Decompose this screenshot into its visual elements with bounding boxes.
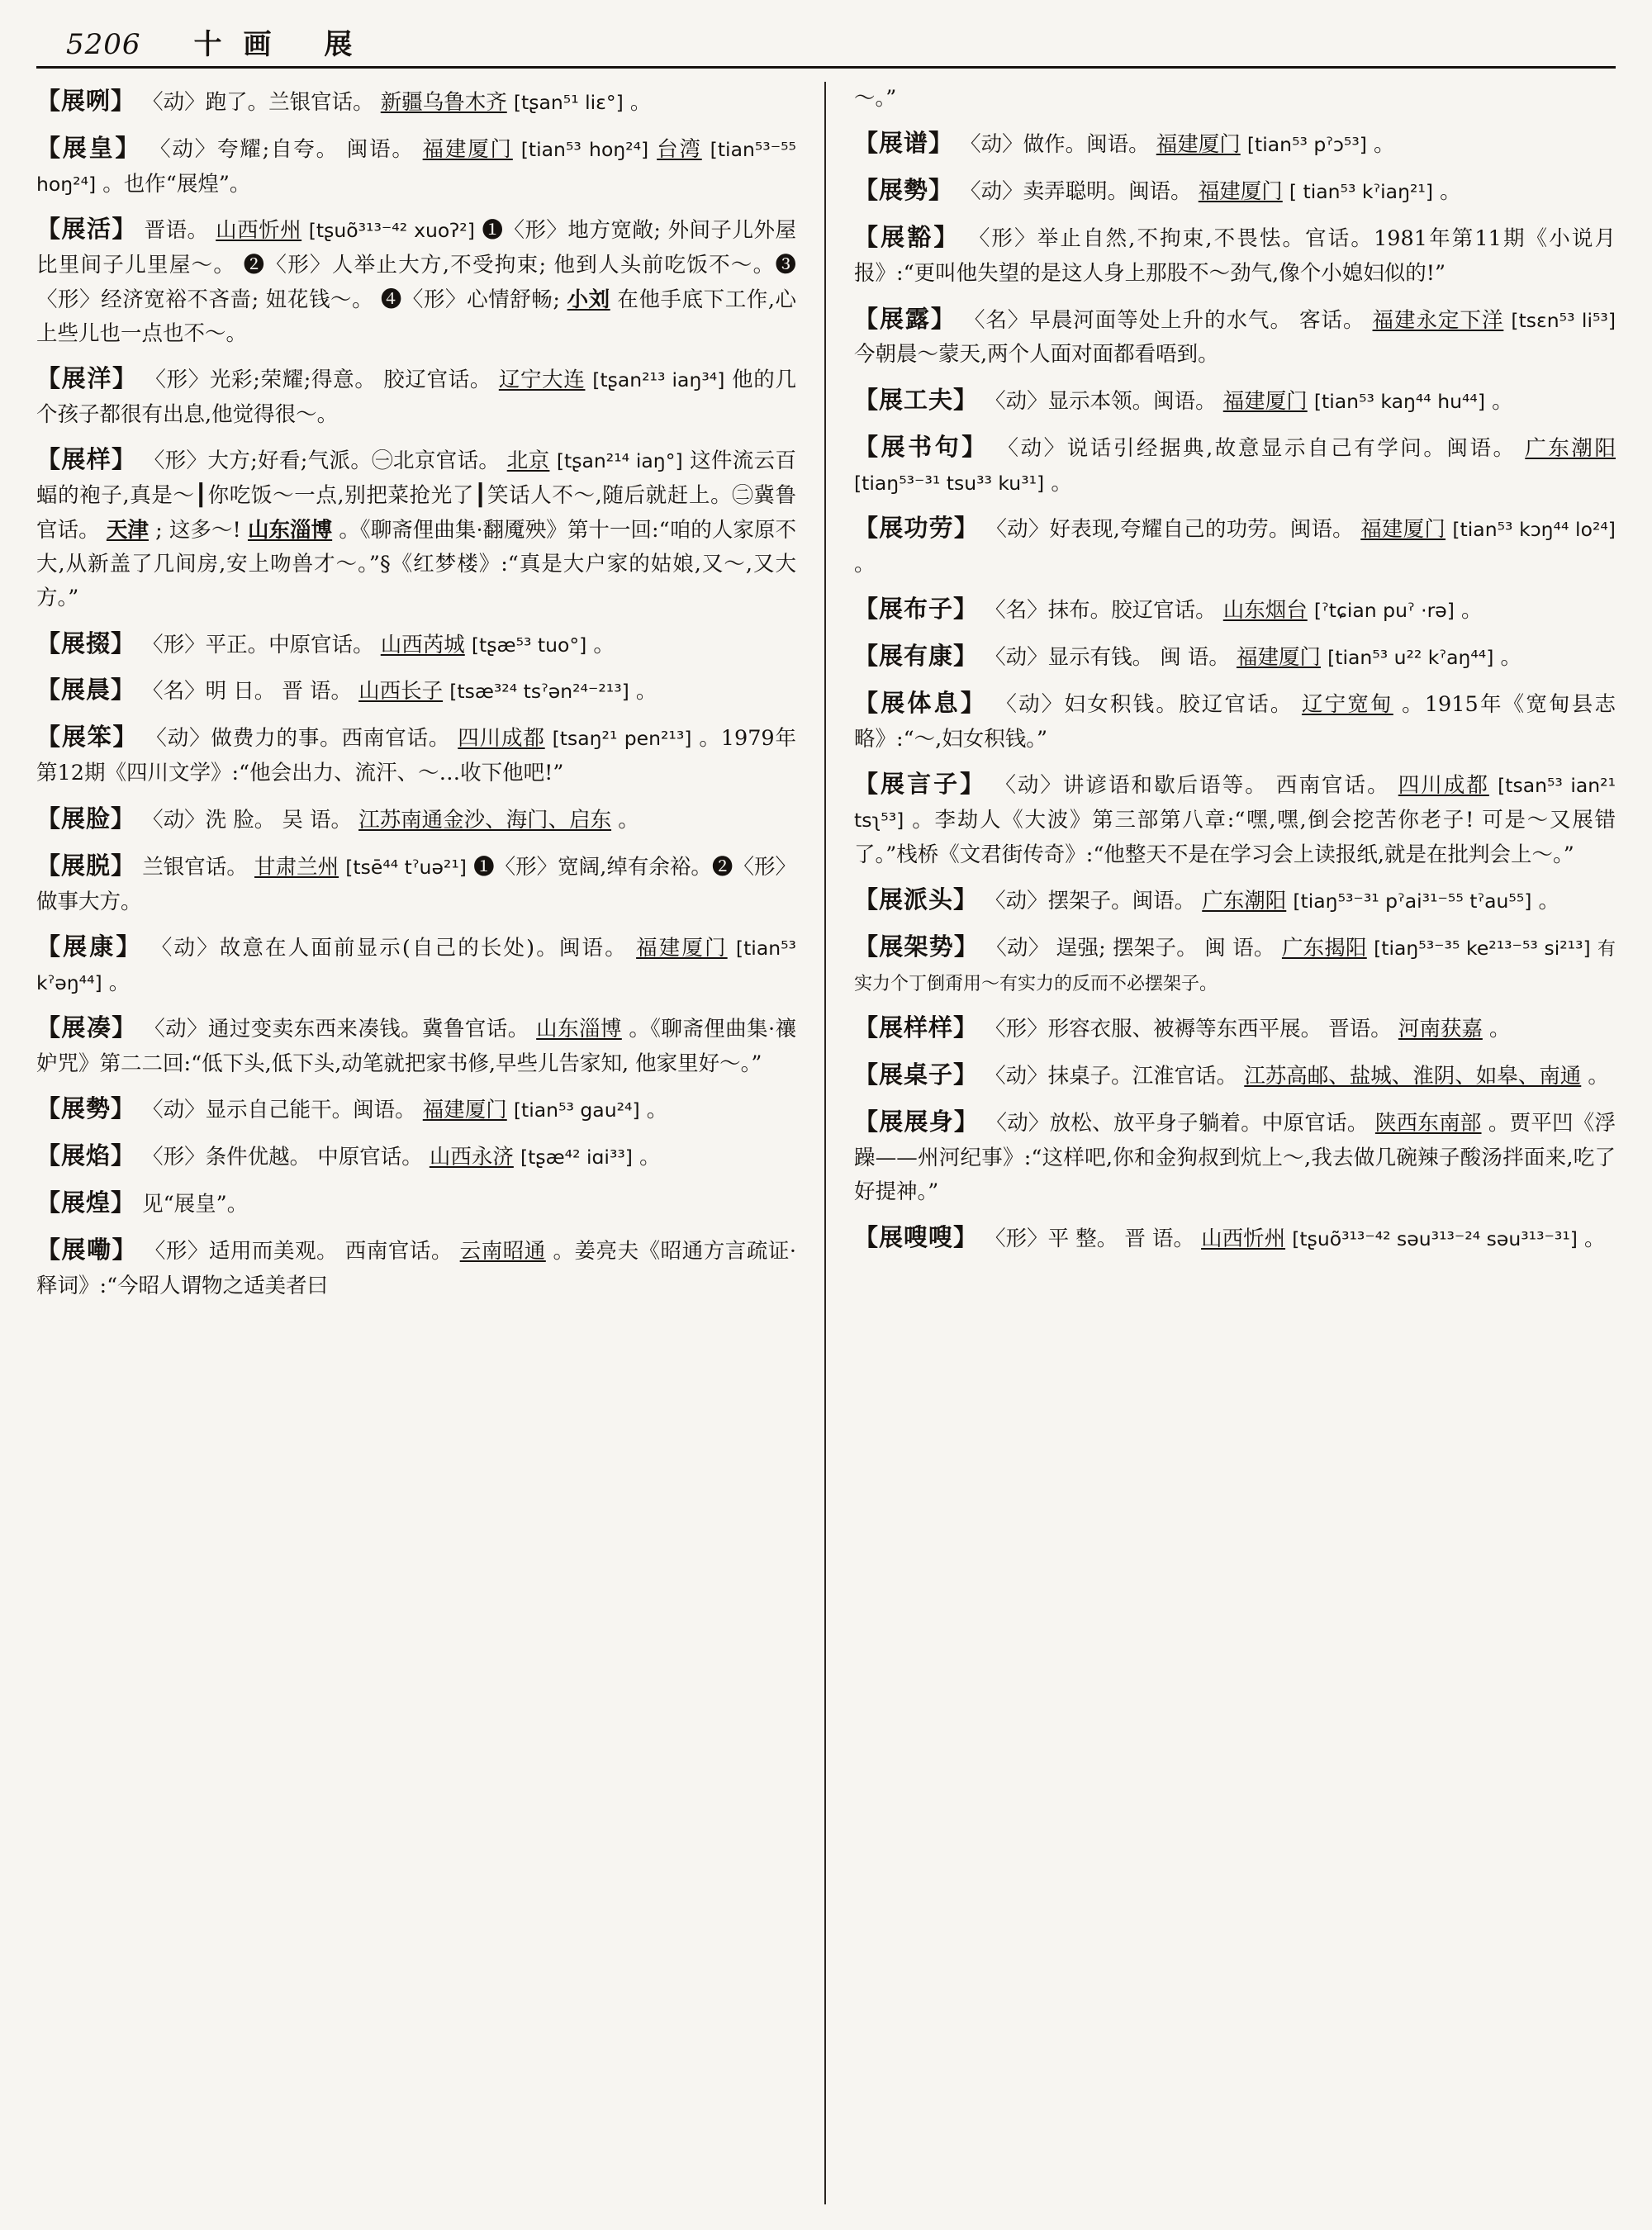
entry-locality: 福建厦门 xyxy=(1360,517,1446,542)
entry xyxy=(36,1231,796,1303)
entry xyxy=(36,1136,796,1175)
entry-tail: 。 xyxy=(646,1098,668,1123)
entry-pronunciation: [tsɛn⁵³ li⁵³] xyxy=(1511,308,1616,332)
entry-locality: 福建厦门 xyxy=(1222,388,1308,414)
entry-locality: 北京 xyxy=(506,448,550,474)
entry-definition: 〈形〉平正。中原官话。 xyxy=(142,632,374,657)
entry-tail: 。 xyxy=(1461,598,1483,624)
entry-locality: 山西长子 xyxy=(358,679,444,705)
entry-pronunciation: [ˀtɕian puˀ ·rə] xyxy=(1313,599,1455,623)
entry-headword: 【展桌子】 xyxy=(854,1060,979,1089)
entry-tail: 。贾平凹《浮躁——州河纪事》:“这样吧,你和金狗叔到炕上～,我去做几碗辣子酸汤拌面来,吃了好提神。” xyxy=(854,1111,1616,1205)
entry-locality: 四川成都 xyxy=(458,726,545,752)
entry-tail: 。 xyxy=(1374,132,1395,158)
entry-definition: 〈动〉夸耀;自夸。 闽语。 xyxy=(150,136,415,162)
entry xyxy=(36,1089,796,1128)
entry-definition: 晋语。 xyxy=(144,218,209,244)
entry xyxy=(36,1008,796,1081)
entry-headword: 【展样】 xyxy=(36,445,137,474)
entry-headword: 【展勢】 xyxy=(36,1094,136,1123)
entry-definition: 〈动〉说话引经据典,故意显示自己有学问。闽语。 xyxy=(997,435,1517,461)
entry-definition: 〈名〉早晨河面等处上升的水气。 客话。 xyxy=(963,307,1365,333)
entry xyxy=(854,880,1616,919)
entry-locality: 福建厦门 xyxy=(1156,132,1241,158)
entry-headword: 【展凑】 xyxy=(36,1013,137,1042)
entry xyxy=(854,218,1616,291)
entry-locality: 广东潮阳 xyxy=(1525,435,1616,461)
entry-tail: 。 xyxy=(593,632,615,657)
entry-pronunciation: [tsæ³²⁴ tsˀən²⁴⁻²¹³] xyxy=(449,680,629,704)
entry-locality: 山东淄博 xyxy=(536,1017,622,1042)
entry-pronunciation: [tiaŋ⁵³⁻³¹ tsu³³ ku³¹] xyxy=(854,471,1045,495)
entry-tail: 。 xyxy=(629,90,652,115)
entry-continuation xyxy=(854,82,1616,116)
entry-locality: 山西忻州 xyxy=(1201,1226,1286,1251)
entry-headword: 【展晨】 xyxy=(36,676,136,705)
entry-definition: 〈动〉故意在人面前显示(自己的长处)。闽语。 xyxy=(150,935,628,961)
entry-tail: 。 xyxy=(639,1145,661,1170)
entry-locality: 江苏南通金沙、海门、启东 xyxy=(358,807,612,833)
entry xyxy=(36,440,796,615)
entry-headword: 【展皇】 xyxy=(36,133,142,162)
entry-locality: 福建永定下洋 xyxy=(1372,307,1504,333)
entry-definition: 〈形〉平 整。 晋 语。 xyxy=(985,1226,1194,1251)
entry-locality: 陕西东南部 xyxy=(1374,1111,1482,1136)
entry-locality: 四川成都 xyxy=(1398,773,1489,799)
entry-headword: 【展脱】 xyxy=(36,851,136,880)
entry xyxy=(36,928,796,1000)
entry-definition: 〈动〉通过变卖东西来凑钱。冀鲁官话。 xyxy=(144,1017,529,1042)
entry-locality: 甘肃兰州 xyxy=(254,854,339,880)
entry-pronunciation: [tian⁵³ pˀɔ⁵³] xyxy=(1246,133,1367,157)
entry-locality-2: 台湾 xyxy=(657,136,702,162)
entry xyxy=(36,359,796,432)
entry-pronunciation: [tian⁵³ kˀəŋ⁴⁴] xyxy=(36,936,796,994)
entry-headword: 【展勢】 xyxy=(854,176,954,205)
entry-pronunciation: [tʂan⁵¹ liɛ°] xyxy=(513,91,624,114)
entry-tail: 这件流云百蝠的袍子,真是～┃你吃饭～一点,别把菜抢光了┃笑话人不～,随后就赶上。㊁冀鲁官话。 xyxy=(36,448,796,543)
entry-definition: 〈动〉 逞强; 摆架子。 闽 语。 xyxy=(985,936,1275,961)
entry-quote-source: 小刘 xyxy=(567,287,610,312)
entry-definition: 〈动〉洗 脸。 吴 语。 xyxy=(142,807,352,833)
entry-tail: 。李劫人《大波》第三部第八章:“嘿,嘿,倒会挖苦你老子! 可是～又展错了。”栈桥《文君街传奇》:“他整天不是在学习会上读报纸,就是在批判会上～。” xyxy=(854,808,1616,867)
entry-definition: 〈名〉明 日。 晋 语。 xyxy=(142,679,352,705)
entry-tail: 今朝晨～蒙天,两个人面对面都看唔到。 xyxy=(854,342,1219,368)
entry-headword: 【展书句】 xyxy=(854,432,989,461)
entry-headword: 【展派头】 xyxy=(854,885,979,914)
entry-definition: 〈动〉放松、放平身子躺着。中原官话。 xyxy=(985,1111,1369,1136)
entry xyxy=(854,300,1616,372)
entry xyxy=(854,684,1616,757)
entry xyxy=(854,124,1616,163)
entry-quote: 在他手底下工作,心上些儿也一点也不～。 xyxy=(36,287,796,346)
entry-pronunciation: [tsē⁴⁴ tˀuə²¹] xyxy=(345,855,467,879)
entry-definition: 〈动〉跑了。兰银官话。 xyxy=(142,90,374,115)
entry-definition: 〈动〉妇女积钱。胶辽官话。 xyxy=(995,692,1294,718)
entry-locality: 辽宁大连 xyxy=(498,368,586,393)
entry-definition: 〈形〉条件优越。 中原官话。 xyxy=(142,1145,423,1170)
entry xyxy=(854,171,1616,210)
entry-tail: 。 xyxy=(1500,645,1522,671)
entry-headword: 【展样样】 xyxy=(854,1013,979,1042)
entry-tail: 。 xyxy=(635,679,657,705)
entry-headword: 【展笨】 xyxy=(36,723,139,752)
entry-definition: 〈动〉做作。闽语。 xyxy=(960,132,1150,158)
entry xyxy=(36,718,796,790)
running-head xyxy=(36,21,1616,64)
entry xyxy=(854,1103,1616,1210)
entry xyxy=(36,671,796,709)
entry-definition: 〈动〉抹桌子。江淮官话。 xyxy=(985,1064,1238,1089)
page-columns xyxy=(36,82,1616,2204)
entry xyxy=(854,590,1616,629)
entry-locality: 福建厦门 xyxy=(422,1098,507,1123)
entry xyxy=(36,847,796,919)
entry-headword: 【展架势】 xyxy=(854,932,980,961)
entry-tail: 。 xyxy=(1488,1017,1511,1042)
entry-pronunciation: [ tian⁵³ kˀiaŋ²¹] xyxy=(1289,180,1433,204)
entry xyxy=(854,637,1616,676)
entry-tail-3: 。《聊斋俚曲集·翻魇殃》第十一回:“咱的人家原不大,从新盖了几间房,安上吻兽才～。”§《红梦楼》:“真是大户家的姑娘,又～,又大方。” xyxy=(36,517,796,611)
entry-definition: 〈形〉适用而美观。 西南官话。 xyxy=(144,1239,453,1264)
entry-headword: 【展康】 xyxy=(36,932,143,961)
entry-headword: 【展豁】 xyxy=(854,223,961,252)
entry-headword: 【展焰】 xyxy=(36,1141,136,1170)
entry-tail: 。1979年第12期《四川文学》:“他会出力、流汗、～…收下他吧!” xyxy=(36,726,797,786)
entry-definition: 〈形〉光彩;荣耀;得意。 胶辽官话。 xyxy=(145,368,492,393)
entry-headword: 【展有康】 xyxy=(854,642,979,671)
entry-headword: 【展嗖嗖】 xyxy=(854,1222,979,1251)
entry-headword: 【展工夫】 xyxy=(854,385,979,414)
entry-locality: 福建厦门 xyxy=(1236,645,1321,671)
entry-headword: 【展展身】 xyxy=(854,1108,980,1136)
entry-definition: ～。” xyxy=(854,86,897,111)
entry-headword: 【展体息】 xyxy=(854,689,988,718)
entry xyxy=(36,129,796,202)
entry-definition: 〈动〉摆架子。闽语。 xyxy=(985,889,1196,914)
entry xyxy=(36,624,796,663)
entry-definition: 〈形〉形容衣服、被褥等东西平展。 晋语。 xyxy=(985,1017,1392,1042)
entry-definition: 〈名〉抹布。胶辽官话。 xyxy=(985,598,1217,624)
entry-tail-2: ; 这多～! xyxy=(155,517,248,543)
entry-tail: 。 xyxy=(1051,470,1072,496)
entry-locality: 广东潮阳 xyxy=(1202,889,1287,914)
entry-locality: 河南获嘉 xyxy=(1398,1017,1483,1042)
entry xyxy=(854,509,1616,581)
entry-definition: 〈动〉显示自己能干。闽语。 xyxy=(142,1098,416,1123)
entry-headword: 【展脸】 xyxy=(36,804,136,833)
entry-locality: 新疆乌鲁木齐 xyxy=(380,90,507,115)
entry-locality: 山东烟台 xyxy=(1222,598,1308,624)
entry-pronunciation: [tian⁵³ u²² kˀaŋ⁴⁴] xyxy=(1327,646,1494,670)
entry-definition: 兰银官话。 xyxy=(142,854,248,880)
entry xyxy=(854,928,1616,1000)
entry-headword: 【展煌】 xyxy=(36,1189,136,1217)
entry xyxy=(854,381,1616,420)
entry-pronunciation: [tʂuõ³¹³⁻⁴² xuoʔ²] xyxy=(308,219,475,243)
entry-pronunciation: [tsan⁵³ ian²¹ tsʅ⁵³] xyxy=(854,774,1616,833)
entry-senses: ❶〈形〉宽阔,绰有余裕。❷〈形〉做事大方。 xyxy=(36,854,797,914)
entry-tail: 。 xyxy=(618,807,639,833)
entry-headword: 【展活】 xyxy=(36,215,137,244)
entry-headword: 【展布子】 xyxy=(854,595,979,624)
entry-pronunciation: [tʂan²¹⁴ iaŋ°] xyxy=(556,449,683,473)
entry xyxy=(854,1218,1616,1257)
entry-locality: 福建厦门 xyxy=(636,935,728,961)
entry-senses: ❶〈形〉地方宽敞; 外间子儿外屋比里间子儿里屋～。 ❷〈形〉人举止大方,不受拘束; 他到人头前吃饭不～。❸〈形〉经济宽裕不吝啬; 妞花钱～。 ❹〈形〉心情舒畅; xyxy=(36,218,797,312)
entry xyxy=(36,1184,796,1222)
entry-locality: 福建厦门 xyxy=(1198,179,1283,205)
entry-headword: 【展嘞】 xyxy=(36,1236,138,1264)
entry-definition: 〈形〉举止自然,不拘束,不畏怯。官话。1981年第11期《小说月报》:“更叫他失望的是这人身上那股不～劲气,像个小媳妇似的!” xyxy=(854,226,1616,287)
entry-definition: 〈动〉卖弄聪明。闽语。 xyxy=(960,179,1192,205)
entry-locality: 广东揭阳 xyxy=(1281,936,1367,961)
entry xyxy=(36,210,796,351)
entry-pronunciation: [tian⁵³ kɔŋ⁴⁴ lo²⁴] xyxy=(1452,518,1616,541)
entry-locality: 山西永济 xyxy=(429,1145,514,1170)
entry-tail: 。 xyxy=(1538,889,1560,914)
entry-headword: 【展露】 xyxy=(854,304,957,333)
entry-locality-3: 山东淄博 xyxy=(247,517,333,543)
entry xyxy=(36,799,796,838)
radical-header: 十画 展 xyxy=(193,28,374,61)
right-column xyxy=(826,82,1616,2204)
page-number: 5206 xyxy=(66,28,141,61)
entry xyxy=(854,765,1616,872)
entry-locality: 云南昭通 xyxy=(459,1239,546,1264)
entry-tail: 。 xyxy=(1492,388,1513,414)
entry-locality-2: 天津 xyxy=(106,517,149,543)
entry-tail: 。 xyxy=(1588,1064,1609,1089)
entry-tail: 。也作“展煌”。 xyxy=(102,171,251,197)
entry-tail: 。 xyxy=(1440,179,1461,205)
entry-pronunciation: [tʂæ⁵³ tuo°] xyxy=(471,633,587,657)
entry-definition: 见“展皇”。 xyxy=(142,1192,249,1217)
entry-definition: 〈动〉显示本领。闽语。 xyxy=(985,388,1217,414)
entry-headword: 【展功劳】 xyxy=(854,514,980,542)
entry-tail: 有实力个丁倒甭用～有实力的反而不必摆架子。 xyxy=(854,939,1616,994)
entry-locality: 山西忻州 xyxy=(216,218,302,244)
entry-locality: 辽宁宽甸 xyxy=(1301,692,1393,718)
entry-pronunciation: [tian⁵³ gau²⁴] xyxy=(513,1098,640,1122)
header-rule xyxy=(36,66,1616,69)
entry xyxy=(854,428,1616,501)
entry-pronunciation: [tiaŋ⁵³⁻³⁵ ke²¹³⁻⁵³ si²¹³] xyxy=(1374,937,1591,960)
entry-headword: 【展洋】 xyxy=(36,364,138,393)
entry-locality: 江苏高邮、盐城、淮阴、如皋、南通 xyxy=(1244,1064,1582,1089)
entry-pronunciation: [tʂæ⁴² iɑi³³] xyxy=(520,1146,633,1170)
entry-pronunciation-2: [tian⁵³⁻⁵⁵ hoŋ²⁴] xyxy=(36,137,796,196)
entry-locality: 福建厦门 xyxy=(422,136,513,162)
entry-tail: 。 xyxy=(1584,1226,1606,1251)
entry-locality: 山西芮城 xyxy=(380,632,465,657)
entry-pronunciation: [tsaŋ²¹ pen²¹³] xyxy=(552,727,692,751)
entry-headword: 【展咧】 xyxy=(36,87,136,115)
entry-definition: 〈动〉讲谚语和歇后语等。 西南官话。 xyxy=(995,773,1390,799)
entry-headword: 【展言子】 xyxy=(854,770,987,799)
entry-definition: 〈动〉做费力的事。西南官话。 xyxy=(145,726,451,752)
entry-tail: 。 xyxy=(854,551,876,576)
left-column xyxy=(36,82,826,2204)
entry-definition: 〈形〉大方;好看;气派。㊀北京官话。 xyxy=(143,448,501,474)
entry-pronunciation: [tʂan²¹³ iaŋ³⁴] xyxy=(592,368,725,392)
entry-pronunciation: [tian⁵³ hoŋ²⁴] xyxy=(520,137,649,161)
entry-pronunciation: [tʂuõ³¹³⁻⁴² səu³¹³⁻²⁴ səu³¹³⁻³¹] xyxy=(1292,1226,1578,1250)
entry-headword: 【展掇】 xyxy=(36,629,136,657)
entry xyxy=(36,82,796,121)
entry-tail: 。《聊斋俚曲集·禳妒咒》第二二回:“低下头,低下头,动笔就把家书修,早些儿告家知, 他家里好～。” xyxy=(36,1017,797,1077)
entry xyxy=(854,1056,1616,1094)
entry-tail: 。1915年《宽甸县志略》:“～,妇女积钱。” xyxy=(854,692,1616,752)
entry-tail: 他的几个孩子都很有出息,他觉得很～。 xyxy=(36,368,796,428)
entry-definition: 〈动〉显示有钱。 闽 语。 xyxy=(985,645,1230,671)
entry-tail: 。姜亮夫《昭通方言疏证·释词》:“今昭人谓物之适美者曰 xyxy=(36,1239,796,1299)
entry-headword: 【展谱】 xyxy=(854,129,954,158)
entry-tail: 。 xyxy=(108,970,131,995)
entry-pronunciation: [tiaŋ⁵³⁻³¹ pˀai³¹⁻⁵⁵ tˀau⁵⁵] xyxy=(1293,890,1532,913)
entry-pronunciation: [tian⁵³ kaŋ⁴⁴ hu⁴⁴] xyxy=(1313,389,1485,413)
entry-definition: 〈动〉好表现,夸耀自己的功劳。闽语。 xyxy=(985,517,1354,542)
entry xyxy=(854,1008,1616,1047)
